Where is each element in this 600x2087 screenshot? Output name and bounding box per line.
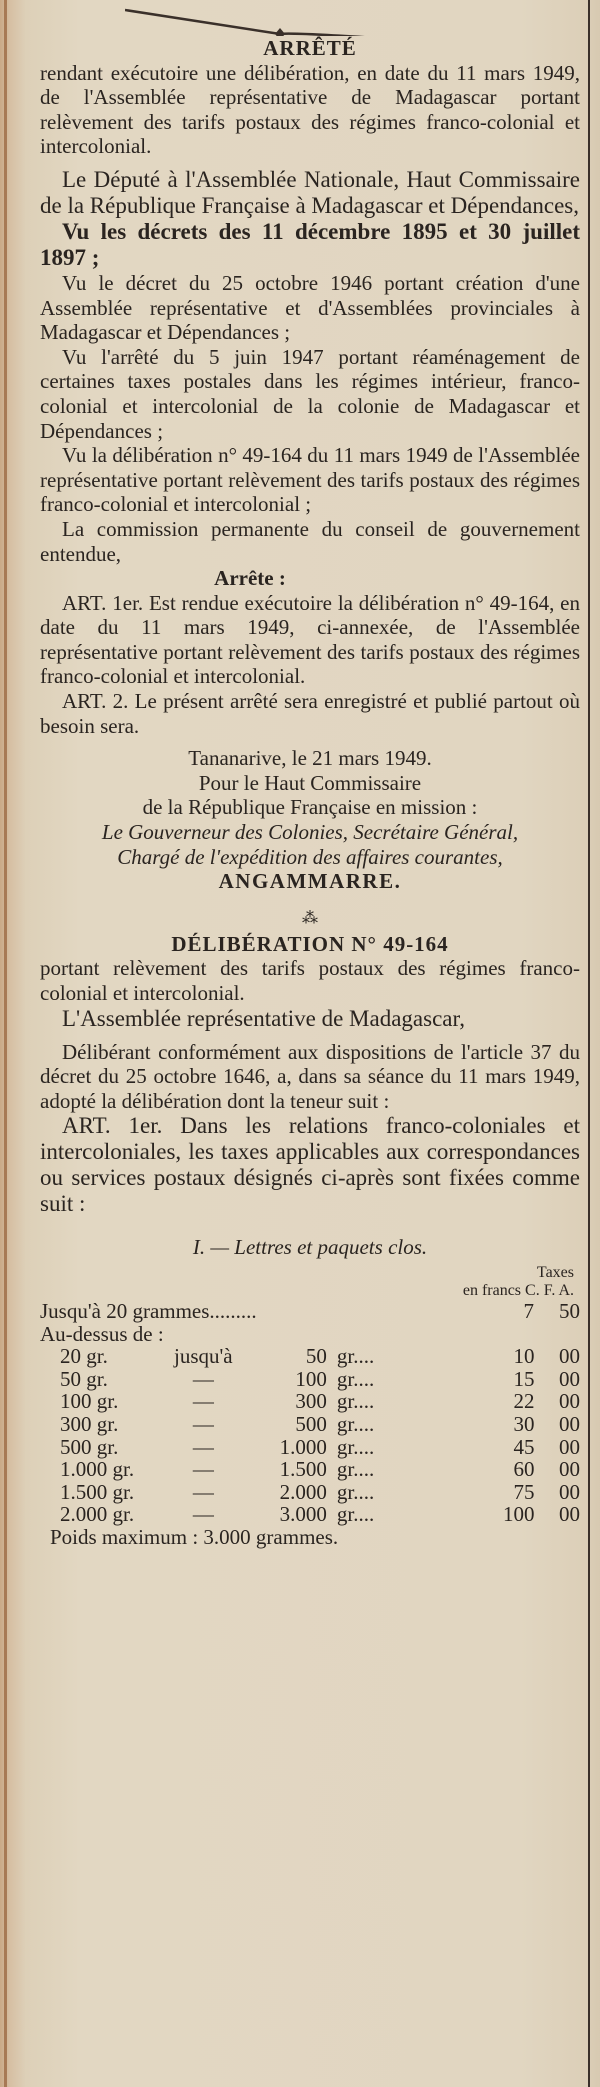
tariff-row: 1.500 gr. — 2.000 gr.... 75 00: [60, 1479, 581, 1504]
article-2: ART. 2. Le présent arrêté sera enregistré et publié partout où besoin sera.: [40, 689, 580, 738]
tariff-table: [40, 1264, 580, 1549]
tariff-header: Taxes en francs C. F. A.: [462, 1263, 574, 1299]
consideration-5: La commission permanente du conseil de gouvernement entendue,: [40, 516, 580, 566]
tariff-row: 50 gr. — 100 gr.... 15 00: [60, 1366, 581, 1391]
page-edge: [4, 0, 7, 2087]
decides-label: Arrête :: [214, 566, 286, 591]
article-1: ART. 1er. Est rendue exécutoire la délibération n° 49-164, en date du 11 mars 1949, ci-annexée, de l'Assemblée représentative portant relèvement des tarifs postaux des régimes franco-colonial et intercolonial.: [40, 590, 580, 689]
arrete-summary: rendant exécutoire une délibération, en date du 11 mars 1949, de l'Assemblée représentative de Madagascar portant relèvement des tarifs postaux des régimes franco-colonial et intercolonial.: [40, 60, 580, 159]
arrete-title: ARRÊTÉ: [263, 36, 357, 60]
signature-line-2: de la République Française en mission :: [142, 795, 478, 820]
deliberation-article-1: ART. 1er. Dans les relations franco-coloniales et intercoloniales, les taxes applicables aux correspondances ou services postaux désignés ci-après sont fixées comme suit :: [40, 1113, 580, 1217]
deliberation-intro: Délibérant conformément aux dispositions de l'article 37 du décret du 25 octobre 1646, a, dans sa séance du 11 mars 1949, adopté la délibération dont la teneur suit :: [40, 1039, 580, 1113]
tariff-row: 20 gr. jusqu'à 50 gr.... 10 00: [60, 1344, 581, 1369]
deliberation-title: DÉLIBÉRATION N° 49-164: [171, 931, 449, 956]
ornamental-divider: [40, 0, 580, 36]
consideration-4: Vu la délibération n° 49-164 du 11 mars 1949 de l'Assemblée représentative portant relèvement des tarifs postaux des régimes franco-colonial et intercolonial ;: [40, 443, 580, 517]
consideration-2: Vu le décret du 25 octobre 1946 portant création d'une Assemblée représentative et d'Assemblées provinciales à Madagascar et Dépendances ;: [40, 270, 580, 345]
tariff-row: 300 gr. — 500 gr.... 30 00: [60, 1411, 581, 1436]
signature-role-1: Le Gouverneur des Colonies, Secrétaire Général,: [101, 820, 519, 845]
tariff-over-label: Au-dessus de :: [40, 1321, 164, 1346]
tariff-row-first: Jusqu'à 20 grammes......... 7 50: [40, 1298, 580, 1323]
max-weight: Poids maximum : 3.000 grammes.: [50, 1524, 339, 1549]
signature-line-1: Pour le Haut Commissaire: [198, 770, 422, 795]
tariff-row: 500 gr. — 1.000 gr.... 45 00: [60, 1434, 581, 1459]
asterism-separator: ⁂: [302, 909, 318, 927]
deliberation-author: L'Assemblée représentative de Madagascar,: [62, 1005, 465, 1031]
text-column: [40, 0, 580, 1549]
tariff-row: 100 gr. — 300 gr.... 22 00: [60, 1389, 581, 1414]
arrete-author: Le Député à l'Assemblée Nationale, Haut Commissaire de la République Française à Madagascar et Dépendances,: [40, 166, 580, 218]
consideration-3: Vu l'arrêté du 5 juin 1947 portant réaménagement de certaines taxes postales dans les régimes intérieur, franco-colonial et intercolonial de la colonie de Madagascar et Dépendances ;: [40, 344, 580, 443]
tariff-row: 2.000 gr. — 3.000 gr.... 100 00: [60, 1502, 581, 1527]
section-title: I. — Lettres et paquets clos.: [192, 1235, 428, 1260]
consideration-1: Vu les décrets des 11 décembre 1895 et 30 juillet 1897 ;: [40, 218, 580, 270]
signatory: ANGAMMARRE.: [218, 869, 402, 894]
column-rule: [588, 0, 590, 2087]
tariff-row: 1.000 gr. — 1.500 gr.... 60 00: [60, 1457, 581, 1482]
place-date: Tananarive, le 21 mars 1949.: [188, 746, 432, 771]
deliberation-summary: portant relèvement des tarifs postaux des régimes franco-colonial et intercolonial.: [40, 956, 580, 1005]
signature-role-2: Chargé de l'expédition des affaires courantes,: [117, 844, 503, 869]
